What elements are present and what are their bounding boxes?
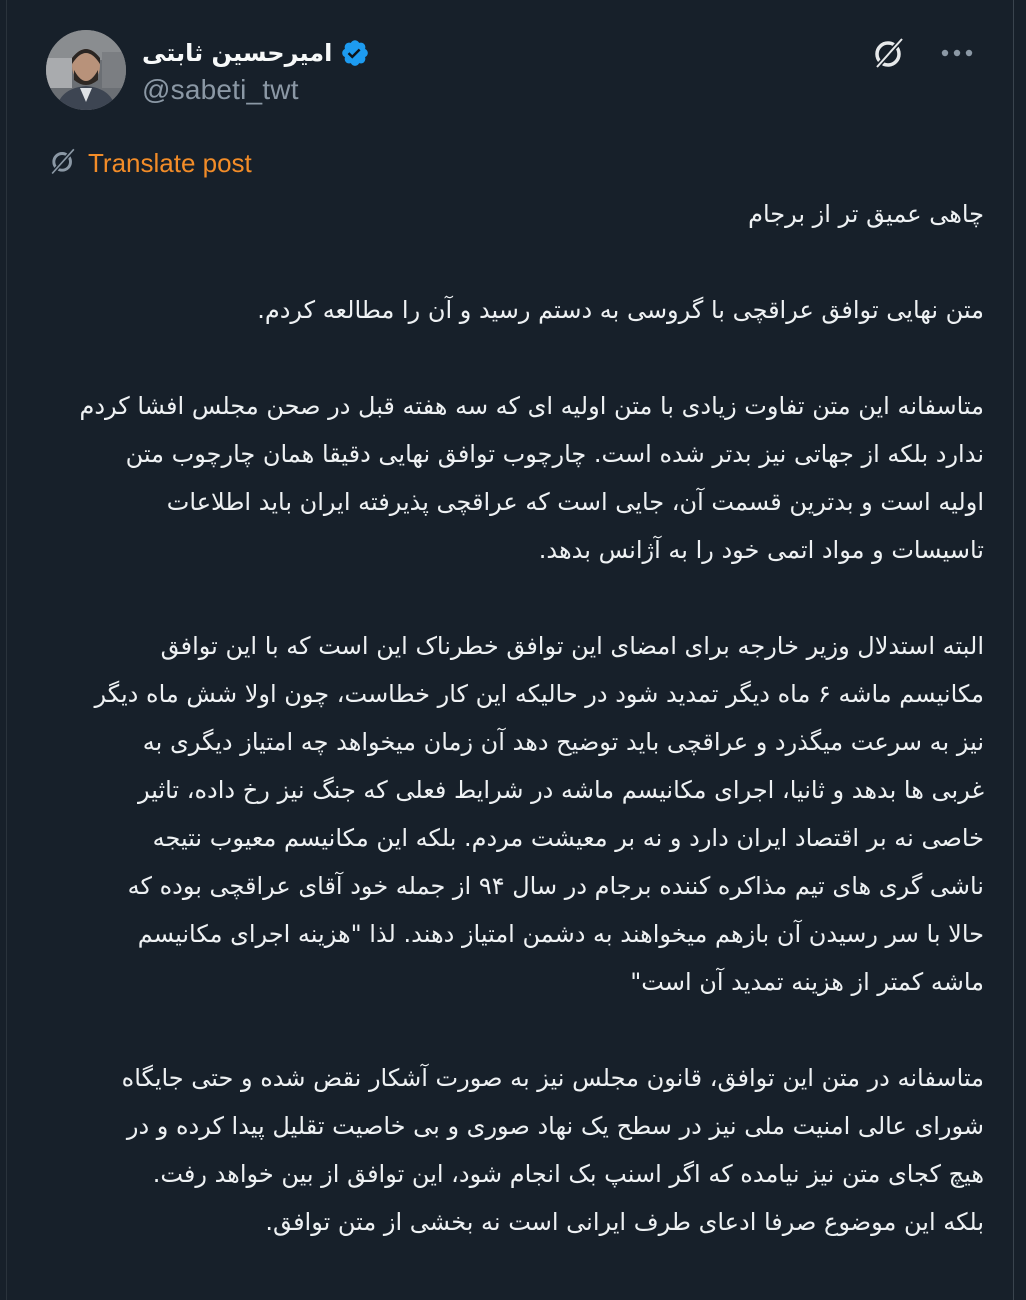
post-line: متاسفانه در متن این توافق، قانون مجلس نیز به صورت آشکار نقض شده و حتی جایگاه: [121, 1064, 984, 1092]
verified-badge-icon[interactable]: [340, 38, 370, 68]
post-line: متن نهایی توافق عراقچی با گروسی به دستم رسید و آن را مطالعه کردم.: [257, 296, 984, 324]
post-line: شورای عالی امنیت ملی نیز در سطح یک نهاد صوری و بی خاصیت تقلیل پیدا کرده و در: [126, 1112, 984, 1140]
author-block: [142, 34, 370, 106]
post-line: متاسفانه این متن تفاوت زیادی با متن اولیه ای که سه هفته قبل در صحن مجلس افشا کردم: [79, 392, 984, 420]
translate-icon: [48, 146, 78, 180]
post-line: حالا با سر رسیدن آن بازهم میخواهند به دشمن امتیاز دهند. لذا "هزینه اجرای مکانیسم: [137, 920, 984, 948]
author-display-name[interactable]: امیرحسین ثابتی: [142, 39, 333, 67]
post-line: اولیه است و بدترین قسمت آن، جایی است که عراقچی پذیرفته ایران باید اطلاعات: [166, 488, 984, 516]
post-text: [48, 190, 984, 1294]
post-line: خاصی نه بر اقتصاد ایران دارد و نه بر معیشت مردم. بلکه این مکانیسم معیوب نتیجه: [152, 824, 984, 852]
post-line: تاسیسات و مواد اتمی خود را به آژانس بدهد.: [538, 536, 984, 564]
post-line: غربی ها بدهد و ثانیا، اجرای مکانیسم ماشه در شرایط فعلی که جنگ نیز رخ داده، تاثیر: [137, 776, 984, 804]
post-paragraph: [48, 622, 984, 1006]
post-line: مکانیسم ماشه ۶ ماه دیگر تمدید شود در حالیکه این کار خطاست، چون اولا شش ماه دیگر: [94, 680, 984, 708]
post-paragraph: [48, 1054, 984, 1246]
post-line: ندارد بلکه از جهاتی نیز بدتر شده است. چارچوب توافق نهایی دقیقا همان چارچوب متن: [125, 440, 984, 468]
post-paragraph: [48, 286, 984, 334]
post-paragraph: [48, 382, 984, 574]
post-actions: [870, 34, 976, 72]
translate-post-button[interactable]: [48, 146, 252, 180]
post-line: نیز به سرعت میگذرد و عراقچی باید توضیح دهد آن زمان میخواهد چه امتیاز دیگری به: [142, 728, 984, 756]
post-line: البته استدلال وزیر خارجه برای امضای این توافق خطرناک این است که با این توافق: [160, 632, 984, 660]
post-paragraph-title: [48, 190, 984, 238]
grok-icon[interactable]: [870, 34, 908, 72]
name-row: [142, 34, 370, 72]
post-line: چاهی عمیق تر از برجام: [748, 200, 984, 228]
author-handle[interactable]: @sabeti_twt: [142, 74, 299, 105]
post-line: ناشی گری های تیم مذاکره کننده برجام در سال ۹۴ از جمله خود آقای عراقچی بوده که: [127, 872, 984, 900]
more-options-icon[interactable]: [938, 34, 976, 72]
translate-post-label: Translate post: [88, 147, 252, 178]
post-line: بلکه این موضوع صرفا ادعای طرف ایرانی است نه بخشی از متن توافق.: [265, 1208, 984, 1236]
post-line: هیچ کجای متن نیز نیامده که اگر اسنپ بک انجام شود، این توافق از بین خواهد رفت.: [152, 1160, 984, 1188]
post-header: [46, 30, 996, 114]
post-line: ماشه کمتر از هزینه تمدید آن است": [630, 968, 984, 996]
avatar[interactable]: [46, 30, 126, 110]
avatar-image: [46, 30, 126, 110]
